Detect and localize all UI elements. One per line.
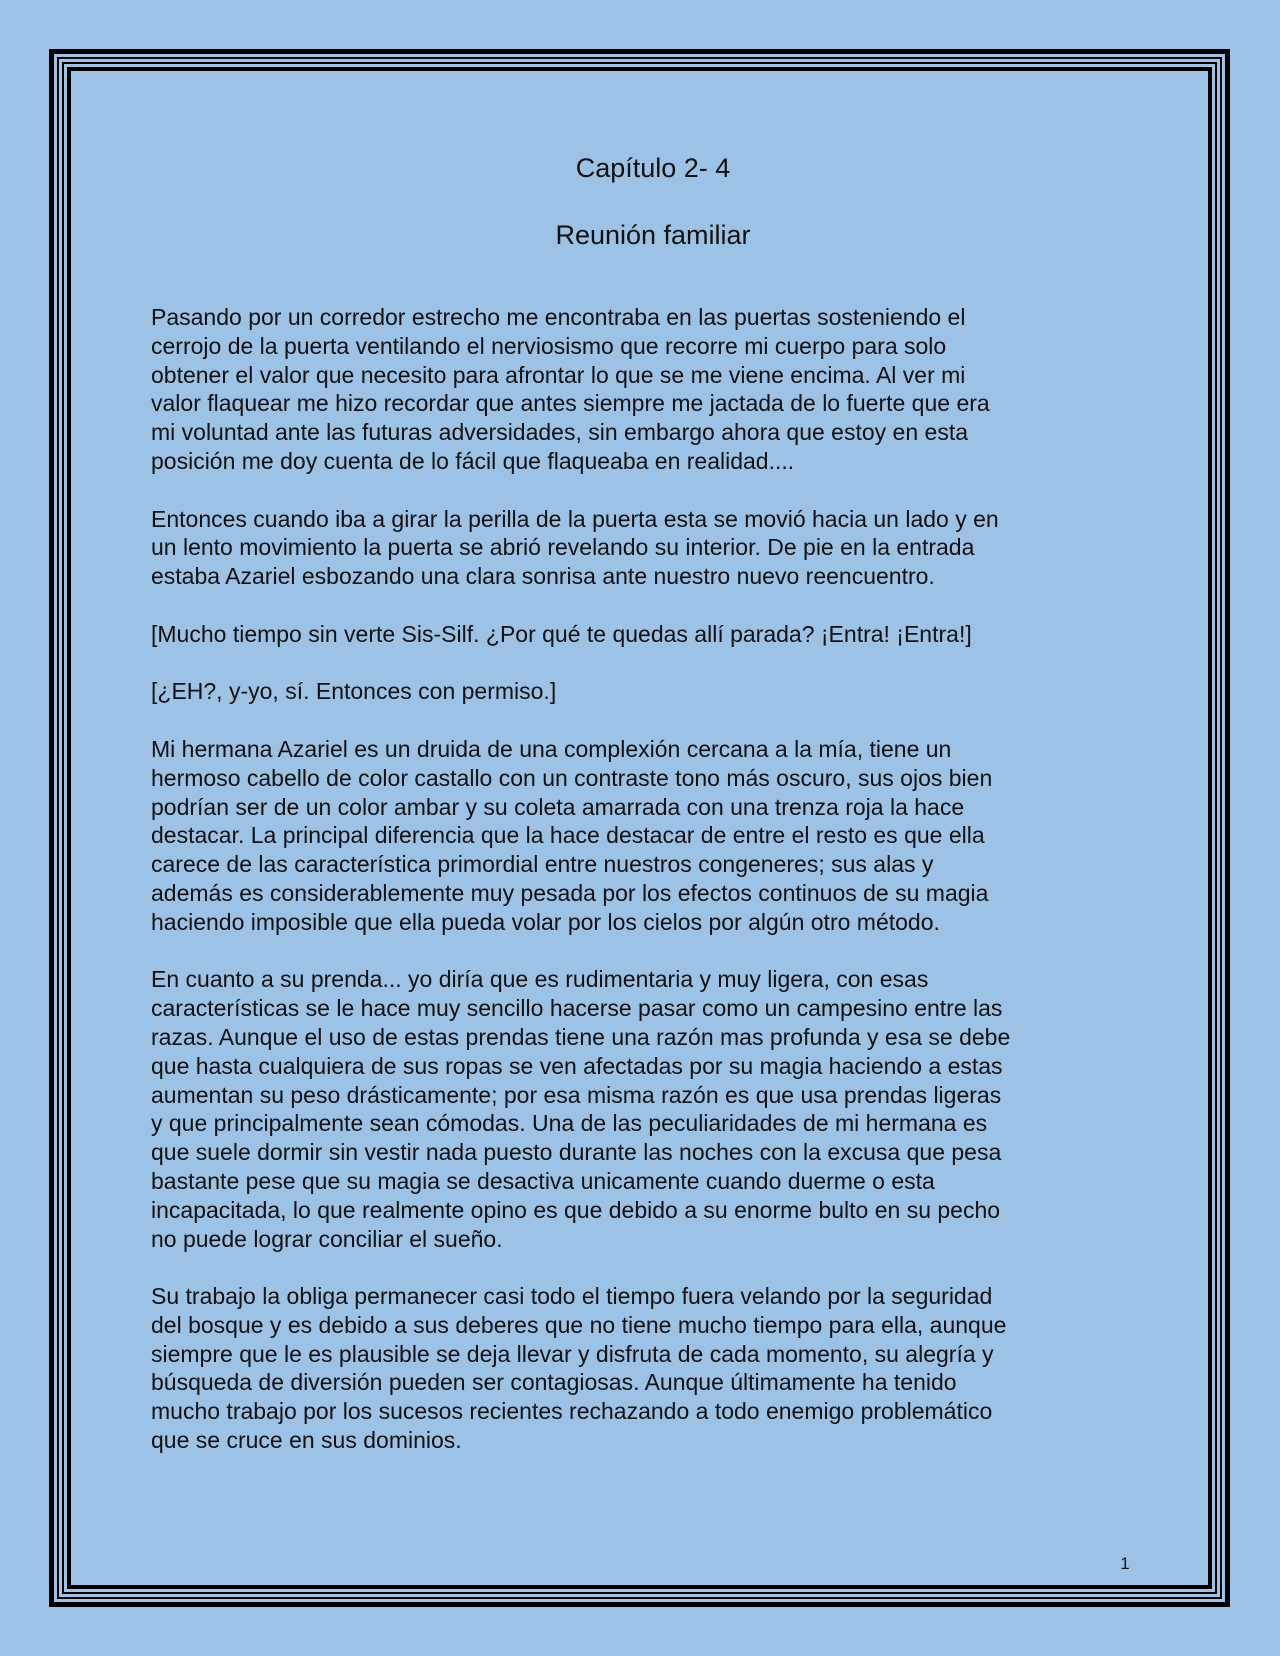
- paragraph-7: Su trabajo la obliga permanecer casi todo el tiempo fuera velando por la seguridad del bosque y es debido a sus deberes que no tiene mucho tiempo para ella, aunque siempre que le es plausible se deja llevar y disfruta de cada momento, su alegría y búsqueda de diversión pueden ser contagiosas. Aunque últimamente ha tenido mucho trabajo por los sucesos recientes rechazando a todo enemigo problemático que se cruce en sus dominios.: [151, 1283, 1007, 1454]
- paragraph-1: Pasando por un corredor estrecho me encontraba en las puertas sosteniendo el cerrojo de la puerta ventilando el nerviosismo que recorre mi cuerpo para solo obtener el valor que necesito para afrontar lo que se me viene encima. Al ver mi valor flaquear me hizo recordar que antes siempre me jactada de lo fuerte que era mi voluntad ante las futuras adversidades, sin embargo ahora que estoy en esta posición me doy cuenta de lo fácil que flaqueaba en realidad....: [151, 304, 990, 474]
- paragraph-6: En cuanto a su prenda... yo diría que es rudimentaria y muy ligera, con esas características se le hace muy sencillo hacerse pasar como un campesino entre las razas. Aunque el uso de estas prendas tiene una razón mas profunda y esa se debe que hasta cualquiera de sus ropas se ven afectadas por su magia haciendo a estas aumentan su peso drásticamente; por esa misma razón es que usa prendas ligeras y que principalmente sean cómodas. Una de las peculiaridades de mi hermana es que suele dormir sin vestir nada puesto durante las noches con la excusa que pesa bastante pese que su magia se desactiva unicamente cuando duerme o esta incapacitada, lo que realmente opino es que debido a su enorme bulto en su pecho no puede lograr conciliar el sueño.: [151, 966, 1011, 1252]
- chapter-title: Capítulo 2- 4: [575, 153, 731, 183]
- page-content: [151, 148, 1101, 1484]
- page-number: 1: [1120, 1554, 1130, 1573]
- paragraph-2: Entonces cuando iba a girar la perilla de la puerta esta se movió hacia un lado y en un lento movimiento la puerta se abrió revelando su interior. De pie en la entrada estaba Azariel esbozando una clara sonrisa ante nuestro nuevo reencuentro.: [151, 505, 999, 590]
- paragraph-4: [¿EH?, y-yo, sí. Entonces con permiso.]: [151, 678, 557, 705]
- paragraph-3: [Mucho tiempo sin verte Sis-Silf. ¿Por qué te quedas allí parada? ¡Entra! ¡Entra!]: [151, 620, 972, 647]
- chapter-subtitle: Reunión familiar: [555, 220, 751, 250]
- paragraph-5: Mi hermana Azariel es un druida de una complexión cercana a la mía, tiene un hermoso cabello de color castallo con un contraste tono más oscuro, sus ojos bien podrían ser de un color ambar y su coleta amarrada con una trenza roja la hace destacar. La principal diferencia que la hace destacar de entre el resto es que ella carece de las característica primordial entre nuestros congeneres; sus alas y además es considerablemente muy pesada por los efectos continuos de su magia haciendo imposible que ella pueda volar por los cielos por algún otro método.: [151, 735, 993, 935]
